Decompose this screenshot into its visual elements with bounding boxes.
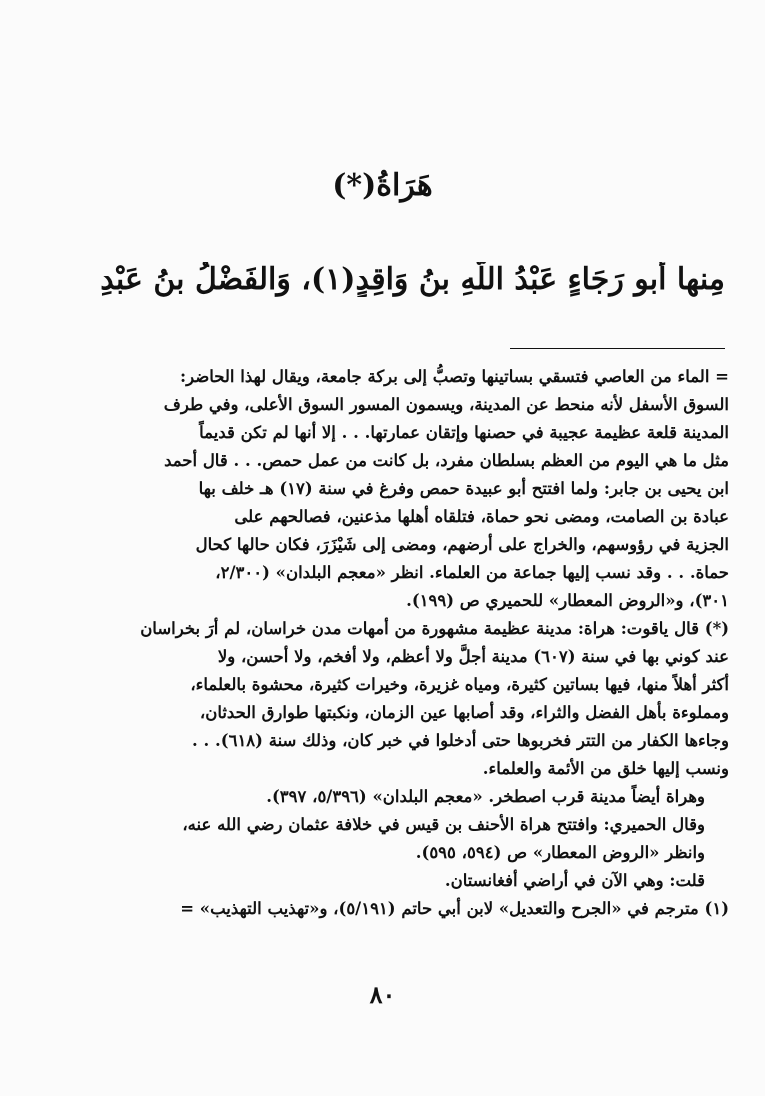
footnote-line: مثل ما هي اليوم من العظم بسلطان مفرد، بل كانت من عمل حمص. . . قال أحمد xyxy=(164,451,729,470)
footnote-line: وهراة أيضاً مدينة قرب اصطخر. «معجم البلدان» (٥/٣٩٦، ٣٩٧). xyxy=(266,787,705,806)
footnote-line: حماة. . . وقد نسب إليها جماعة من العلماء. انظر «معجم البلدان» (٢/٣٠٠، xyxy=(215,563,729,582)
footnote-line: السوق الأسفل لأنه منحط عن المدينة، ويسمون المسور السوق الأعلى، وفي طرف xyxy=(163,395,729,414)
footnote-line: وجاءها الكفار من التتر فخربوها حتى أدخلوا في خبر كان، وذلك سنة (٦١٨). . . xyxy=(192,731,729,750)
footnote-line: المدينة قلعة عظيمة عجيبة في حصنها وإتقان عمارتها. . . إلا أنها لم تكن قديماً xyxy=(199,423,729,442)
page-heading: هَرَاةُ(*) xyxy=(332,168,433,203)
footnote-line: أكثر أهلاً منها، فيها بساتين كثيرة، ومياه غزيرة، وخيرات كثيرة، محشوة بالعلماء، xyxy=(190,675,729,694)
main-text-line: مِنها أبو رَجَاءٍ عَبْدُ اللَّهِ بنُ وَاقِدٍ(١)، وَالفَضْلُ بنُ عَبْدِ xyxy=(100,262,725,297)
page-number: ٨٠ xyxy=(369,980,396,1009)
footnote-line: (١) مترجم في «الجرح والتعديل» لابن أبي حاتم (٥/١٩١)، و«تهذيب التهذيب» = xyxy=(180,899,729,918)
footnote-line: الجزية في رؤوسهم، والخراج على أرضهم، ومضى إلى شَيْزَرَ، فكان حالها كحال xyxy=(195,535,729,554)
footnote-line: قلت: وهي الآن في أراضي أفغانستان. xyxy=(444,871,705,890)
footnote-line: ومملوءة بأهل الفضل والثراء، وقد أصابها عين الزمان، ونكبتها طوارق الحدثان، xyxy=(199,703,729,722)
footnote-line: (*) قال ياقوت: هراة: مدينة عظيمة مشهورة من أمهات مدن خراسان، لم أرَ بخراسان xyxy=(140,619,729,638)
footnote-separator xyxy=(510,348,725,349)
footnote-line: ابن يحيى بن جابر: ولما افتتح أبو عبيدة حمص وفرغ في سنة (١٧) هـ خلف بها xyxy=(198,479,729,498)
footnote-line: ونسب إليها خلق من الأئمة والعلماء. xyxy=(482,759,729,778)
footnote-line: = الماء من العاصي فتسقي بساتينها وتصبُّ إلى بركة جامعة، ويقال لهذا الحاضر: xyxy=(180,367,729,386)
footnote-line: وقال الحميري: وافتتح هراة الأحنف بن قيس في خلافة عثمان رضي الله عنه، xyxy=(182,815,705,834)
footnote-line: ٣٠١)، و«الروض المعطار» للحميري ص (١٩٩). xyxy=(406,591,729,610)
footnote-line: وانظر «الروض المعطار» ص (٥٩٤، ٥٩٥). xyxy=(415,843,705,862)
footnote-line: عند كوني بها في سنة (٦٠٧) مدينة أجلَّ ولا أعظم، ولا أفخم، ولا أحسن، ولا xyxy=(217,647,729,666)
footnote-line: عبادة بن الصامت، ومضى نحو حماة، فتلقاه أهلها مذعنين، فصالحهم على xyxy=(234,507,729,526)
